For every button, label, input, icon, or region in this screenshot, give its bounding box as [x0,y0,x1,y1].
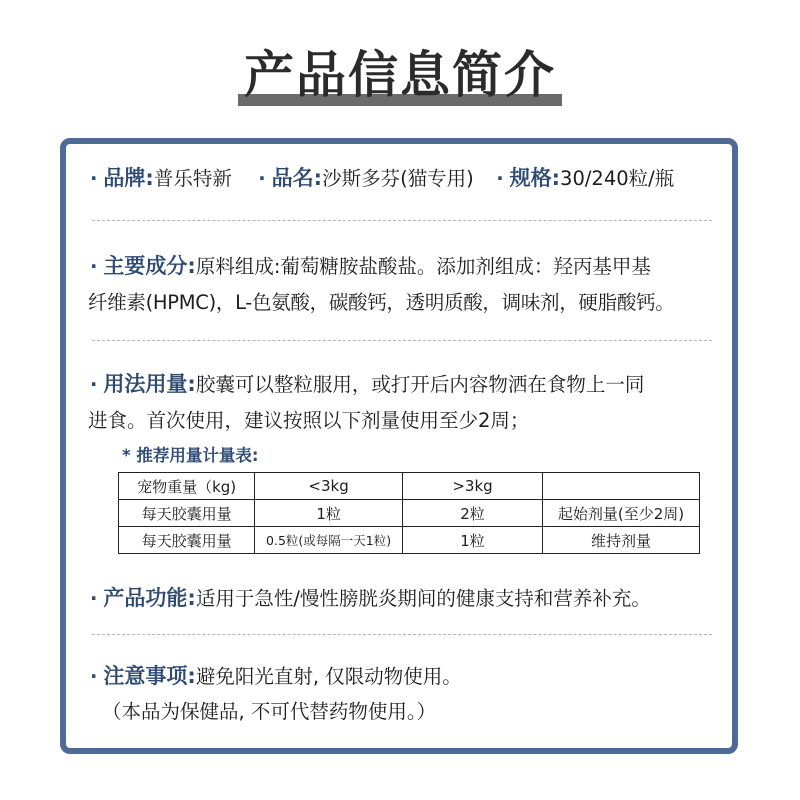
dosage-table-caption: * 推荐用量计量表: [122,446,259,465]
brand-value: 普乐特新 [153,167,232,190]
table-cell: 每天胶囊用量 [119,500,255,527]
bullet: · [90,167,98,190]
product-name-label: 品名: [271,166,323,190]
divider [92,340,712,341]
ingredients-line-1 [90,248,718,285]
dosage-table [118,472,700,554]
usage-label: 用法用量: [103,372,196,396]
page-title-text: 产品信息简介 [244,46,556,104]
page-title [238,40,562,110]
table-cell: 每天胶囊用量 [119,527,255,554]
info-row [90,160,718,197]
table-row [119,500,700,527]
function-section [90,580,718,617]
usage-text-2: 进食。首次使用，建议按照以下剂量使用至少2周； [88,409,530,432]
usage-text-1: 胶囊可以整粒服用，或打开后内容物洒在食物上一同 [195,373,645,396]
divider [92,634,712,635]
bullet: · [90,255,98,278]
table-cell: 1粒 [255,500,403,527]
table-cell: >3kg [402,473,542,500]
info-card [60,138,738,754]
bullet: · [496,167,504,190]
table-cell: 1粒 [402,527,542,554]
function-label: 产品功能: [103,586,196,610]
bullet: · [90,373,98,396]
table-cell: 起始剂量(至少2周) [543,500,700,527]
bullet: · [258,167,266,190]
ingredients-text-2: 纤维素(HPMC)，L-色氨酸，碳酸钙，透明质酸，调味剂，硬脂酸钙。 [88,291,675,314]
ingredients-label: 主要成分: [103,254,196,278]
ingredients-text-1: 原料组成:葡萄糖胺盐酸盐。添加剂组成：羟丙基甲基 [195,255,651,278]
caution-text: 避免阳光直射, 仅限动物使用。 [195,665,462,688]
caution-section [90,658,718,695]
divider [92,220,712,221]
table-cell: <3kg [255,473,403,500]
table-cell: 0.5粒(或每隔一天1粒) [255,527,403,554]
usage-line-1 [90,366,718,403]
usage-section [90,366,718,439]
caution-note: （本品为保健品, 不可代替药物使用。） [102,700,437,723]
spec-value: 30/240粒/瓶 [560,167,675,190]
bullet: · [90,665,98,688]
bullet: · [90,587,98,610]
table-cell: 维持剂量 [543,527,700,554]
table-cell [543,473,700,500]
table-cell: 2粒 [402,500,542,527]
brand-label: 品牌: [103,166,154,190]
table-row [119,527,700,554]
spec-label: 规格: [509,166,561,190]
product-name-value: 沙斯多芬(猫专用) [322,167,474,190]
function-text: 适用于急性/慢性膀胱炎期间的健康支持和营养补充。 [195,587,651,610]
table-cell: 宠物重量（kg) [119,473,255,500]
table-header-row [119,473,700,500]
caution-label: 注意事项: [103,664,196,688]
title-wrap [0,40,800,110]
ingredients-section [90,248,718,321]
